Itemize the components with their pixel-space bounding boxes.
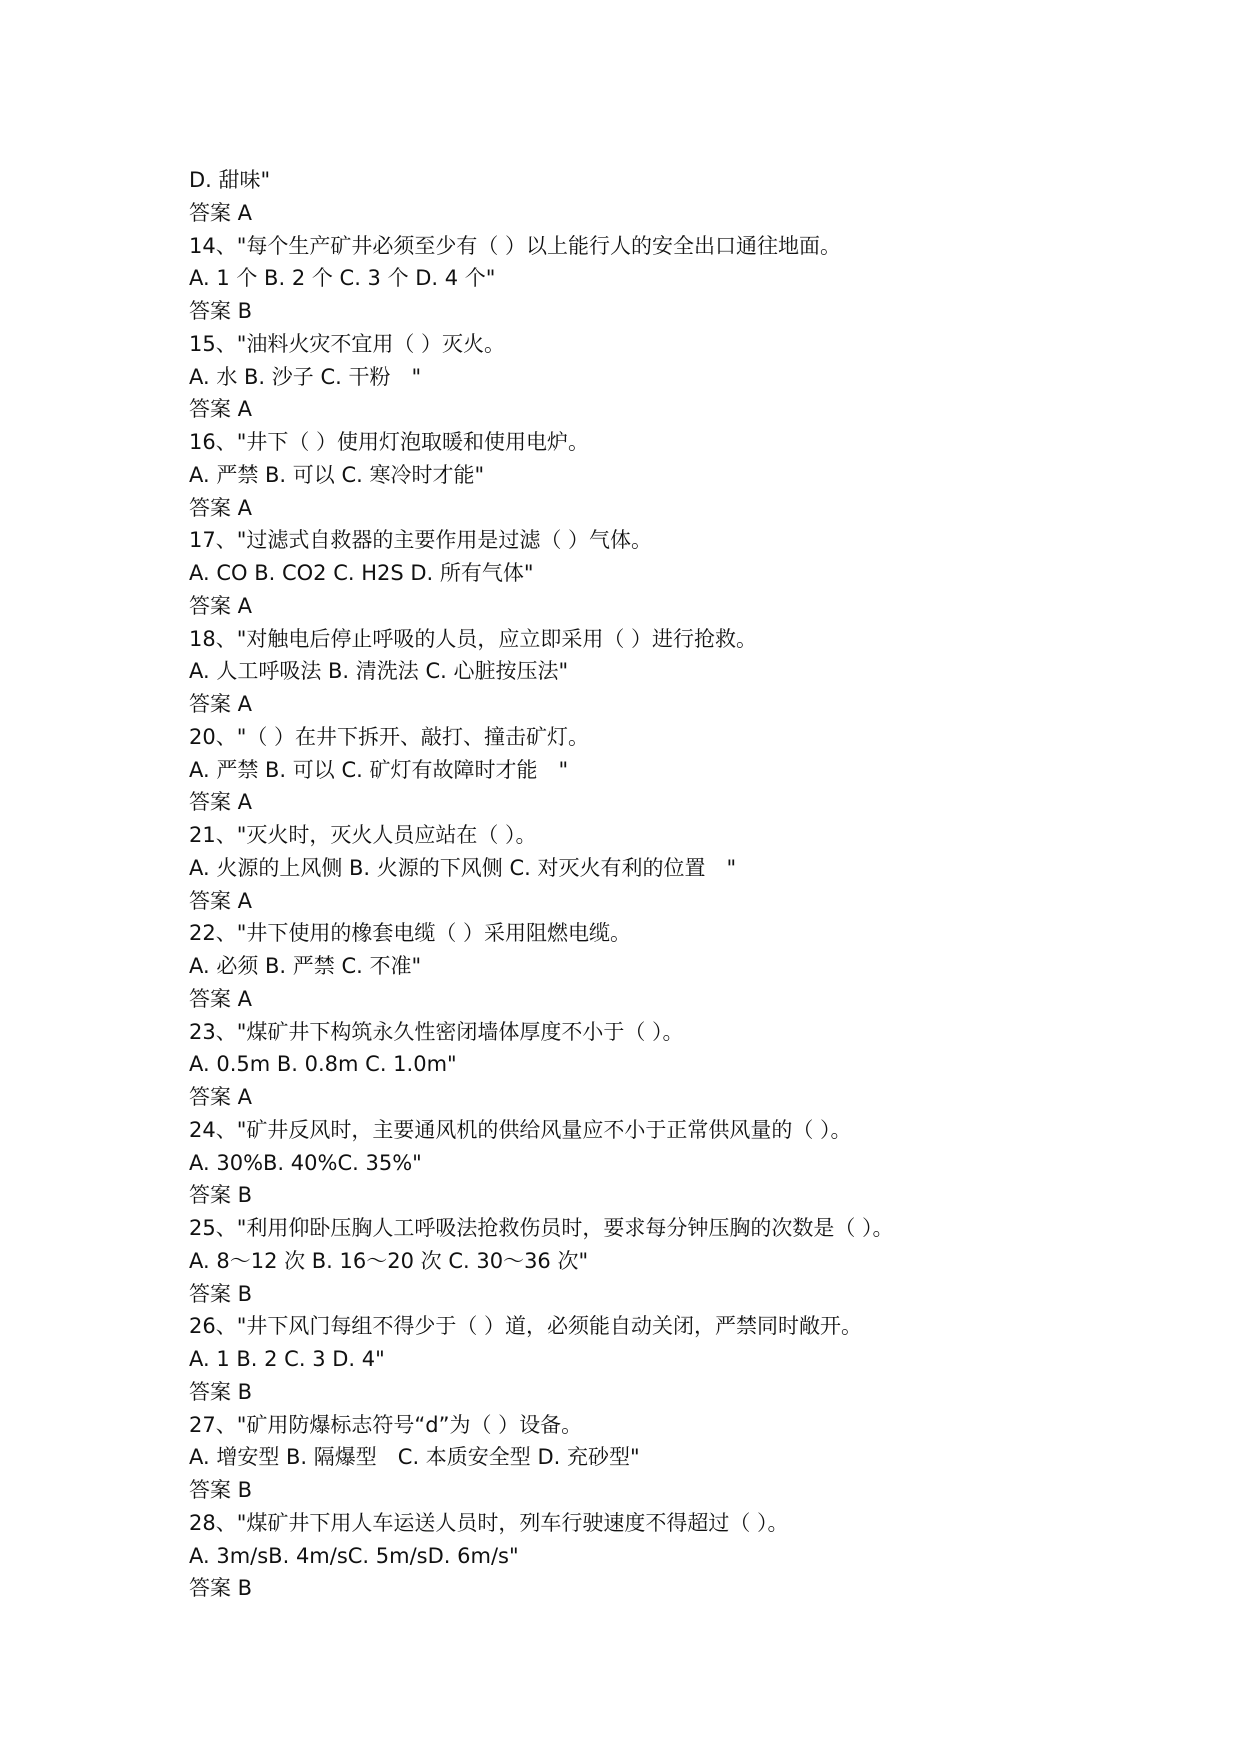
question-23: 23、"煤矿井下构筑永久性密闭墙体厚度不小于（ ）。 <box>189 1019 684 1044</box>
question-21: 21、"灭火时，灭火人员应站在（ ）。 <box>189 823 537 847</box>
options-18: A. 人工呼吸法 B. 清洗法 C. 心脏按压法" <box>189 659 569 684</box>
answer-24: 答案 B <box>189 1183 253 1208</box>
options-15: A. 水 B. 沙子 C. 干粉 " <box>189 364 422 389</box>
answer-options: D. 甜味" <box>189 168 271 192</box>
question-24: 24、"矿井反风时，主要通风机的供给风量应不小于正常供风量的（ ）。 <box>189 1117 852 1142</box>
question-15: 15、"油料火灾不宜用（ ）灭火。 <box>189 331 506 356</box>
question-27: 27、"矿用防爆标志符号“d”为（ ）设备。 <box>189 1412 583 1437</box>
options-26: A. 1 B. 2 C. 3 D. 4" <box>189 1347 385 1371</box>
options-22: A. 必须 B. 严禁 C. 不准" <box>189 954 422 978</box>
question-22: 22、"井下使用的橡套电缆（ ）采用阻燃电缆。 <box>189 921 632 946</box>
options-27: A. 增安型 B. 隔爆型 C. 本质安全型 D. 充砂型" <box>189 1445 640 1470</box>
question-25: 25、"利用仰卧压胸人工呼吸法抢救伤员时，要求每分钟压胸的次数是（ ）。 <box>189 1216 894 1240</box>
options-20: A. 严禁 B. 可以 C. 矿灯有故障时才能 " <box>189 757 569 782</box>
answer-17: 答案 A <box>189 593 253 618</box>
options-21: A. 火源的上风侧 B. 火源的下风侧 C. 对灭火有利的位置 " <box>189 855 737 880</box>
answer-28: 答案 B <box>189 1576 253 1601</box>
question-26: 26、"井下风门每组不得少于（ ）道，必须能自动关闭，严禁同时敞开。 <box>189 1314 863 1339</box>
question-18: 18、"对触电后停止呼吸的人员，应立即采用（ ）进行抢救。 <box>189 626 758 651</box>
answer-23: 答案 A <box>189 1085 253 1109</box>
options-23: A. 0.5m B. 0.8m C. 1.0m" <box>189 1052 457 1077</box>
question-16: 16、"井下（ ）使用灯泡取暖和使用电炉。 <box>189 430 590 454</box>
answer-14: 答案 B <box>189 299 253 323</box>
question-20: 20、"（ ）在井下拆开、敲打、撞击矿灯。 <box>189 724 590 749</box>
answer-27: 答案 B <box>189 1478 253 1502</box>
question-17: 17、"过滤式自救器的主要作用是过滤（ ）气体。 <box>189 528 653 553</box>
options-16: A. 严禁 B. 可以 C. 寒冷时才能" <box>189 462 485 487</box>
answer-18: 答案 A <box>189 692 253 716</box>
answer-line: 答案 A <box>189 200 253 225</box>
options-25: A. 8～12 次 B. 16～20 次 C. 30～36 次" <box>189 1248 589 1273</box>
question-28: 28、"煤矿井下用人车运送人员时，列车行驶速度不得超过（ ）。 <box>189 1510 789 1535</box>
options-14: A. 1 个 B. 2 个 C. 3 个 D. 4 个" <box>189 266 496 291</box>
question-14: 14、"每个生产矿井必须至少有（ ）以上能行人的安全出口通往地面。 <box>189 233 842 258</box>
options-17: A. CO B. CO2 C. H2S D. 所有气体" <box>189 561 534 585</box>
document-body <box>189 164 1149 1605</box>
options-24: A. 30%B. 40%C. 35%" <box>189 1150 422 1175</box>
answer-25: 答案 B <box>189 1281 253 1306</box>
answer-26: 答案 B <box>189 1379 253 1404</box>
answer-21: 答案 A <box>189 888 253 913</box>
options-28: A. 3m/sB. 4m/sC. 5m/sD. 6m/s" <box>189 1543 519 1568</box>
answer-20: 答案 A <box>189 790 253 815</box>
answer-22: 答案 A <box>189 986 253 1011</box>
answer-15: 答案 A <box>189 397 253 422</box>
answer-16: 答案 A <box>189 495 253 520</box>
